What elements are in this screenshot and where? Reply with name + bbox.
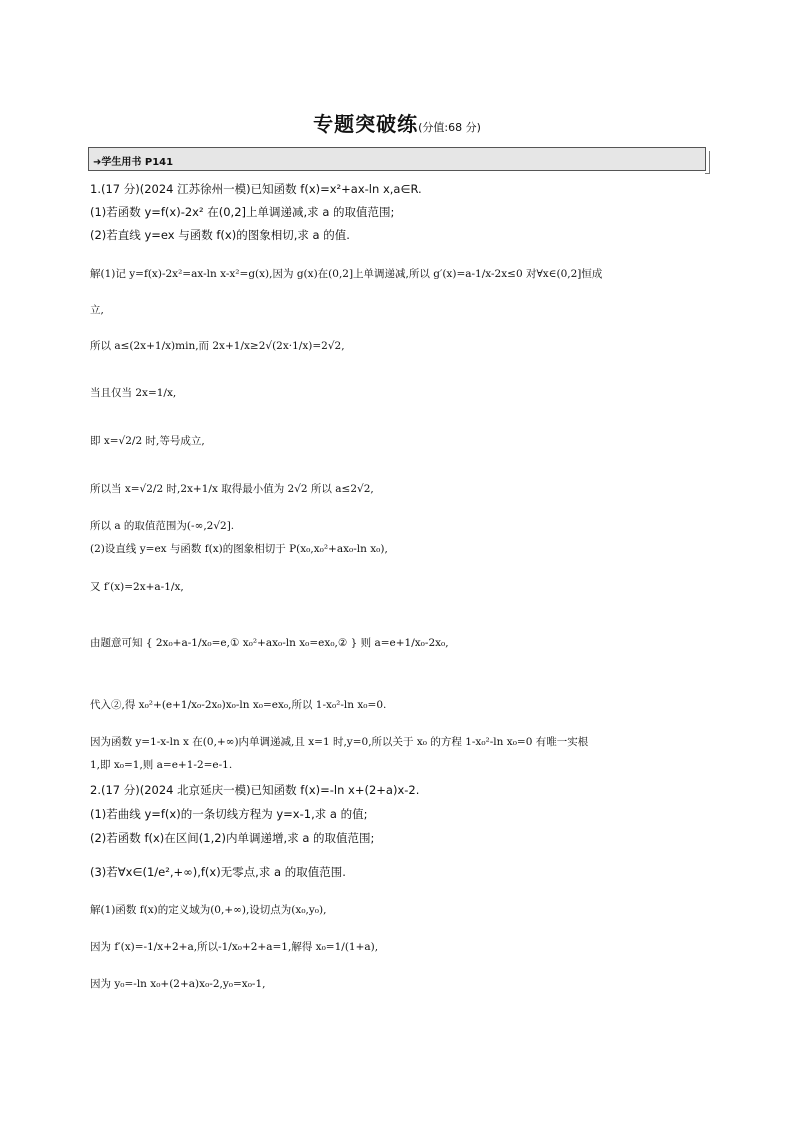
question-2-part-3: (3)若∀x∈(1/e²,+∞),f(x)无零点,求 a 的取值范围. [90,865,346,879]
solution-line: 当且仅当 2x=1/x, [90,387,177,399]
solution-line: 即 x=√2/2 时,等号成立, [90,435,205,447]
question-1-part-2: (2)若直线 y=ex 与函数 f(x)的图象相切,求 a 的值. [90,228,350,242]
solution-line: 代入②,得 x₀²+(e+1/x₀-2x₀)x₀-ln x₀=ex₀,所以 1-x₀²-ln x₀=0. [90,699,387,711]
question-2-line: 2.(17 分)(2024 北京延庆一模)已知函数 f(x)=-ln x+(2+a)x-2. [90,783,420,797]
page-title [0,108,794,137]
solution-line: 所以 a 的取值范围为(-∞,2√2]. [90,520,235,532]
solution-line: 又 f′(x)=2x+a-1/x, [90,581,184,593]
solution-line: 1,即 x₀=1,则 a=e+1-2=e-1. [90,759,233,771]
banner-label: 学生用书 P141 [101,157,174,168]
solution-line: 因为函数 y=1-x-ln x 在(0,+∞)内单调递减,且 x=1 时,y=0,所以关于 x₀ 的方程 1-x₀²-ln x₀=0 有唯一实根 [90,736,589,748]
solution-system-line: 由题意可知 { 2x₀+a-1/x₀=e,① x₀²+ax₀-ln x₀=ex₀,② } 则 a=e+1/x₀-2x₀, [90,637,449,649]
solution-line: 因为 y₀=-ln x₀+(2+a)x₀-2,y₀=x₀-1, [90,978,266,990]
solution-line: 解(1)记 y=f(x)-2x²=ax-ln x-x²=g(x),因为 g(x)在(0,2]上单调递减,所以 g′(x)=a-1/x-2x≤0 对∀x∈(0,2]恒成 [90,268,603,280]
title-main: 专题突破练 [313,112,419,136]
question-2-part-1: (1)若曲线 y=f(x)的一条切线方程为 y=x-1,求 a 的值; [90,807,368,821]
solution-line: 立, [90,304,104,316]
score-note: (分值:68 分) [418,121,481,134]
solution-line: 所以 a≤(2x+1/x)min,而 2x+1/x≥2√(2x·1/x)=2√2, [90,340,345,352]
question-1-line: 1.(17 分)(2024 江苏徐州一模)已知函数 f(x)=x²+ax-ln x,a∈R. [90,182,422,196]
banner-text: ➜学生用书 P141 [93,157,174,168]
solution-line: 因为 f′(x)=-1/x+2+a,所以-1/x₀+2+a=1,解得 x₀=1/(1+a), [90,941,379,953]
question-1-part-1: (1)若函数 y=f(x)-2x² 在(0,2]上单调递减,求 a 的取值范围; [90,205,395,219]
question-2-part-2: (2)若函数 f(x)在区间(1,2)内单调递增,求 a 的取值范围; [90,831,375,845]
solution-line: 解(1)函数 f(x)的定义域为(0,+∞),设切点为(x₀,y₀), [90,904,327,916]
solution-line: 所以当 x=√2/2 时,2x+1/x 取得最小值为 2√2 所以 a≤2√2, [90,483,374,495]
student-book-banner [88,147,706,171]
solution-line: (2)设直线 y=ex 与函数 f(x)的图象相切于 P(x₀,x₀²+ax₀-ln x₀), [90,543,388,555]
